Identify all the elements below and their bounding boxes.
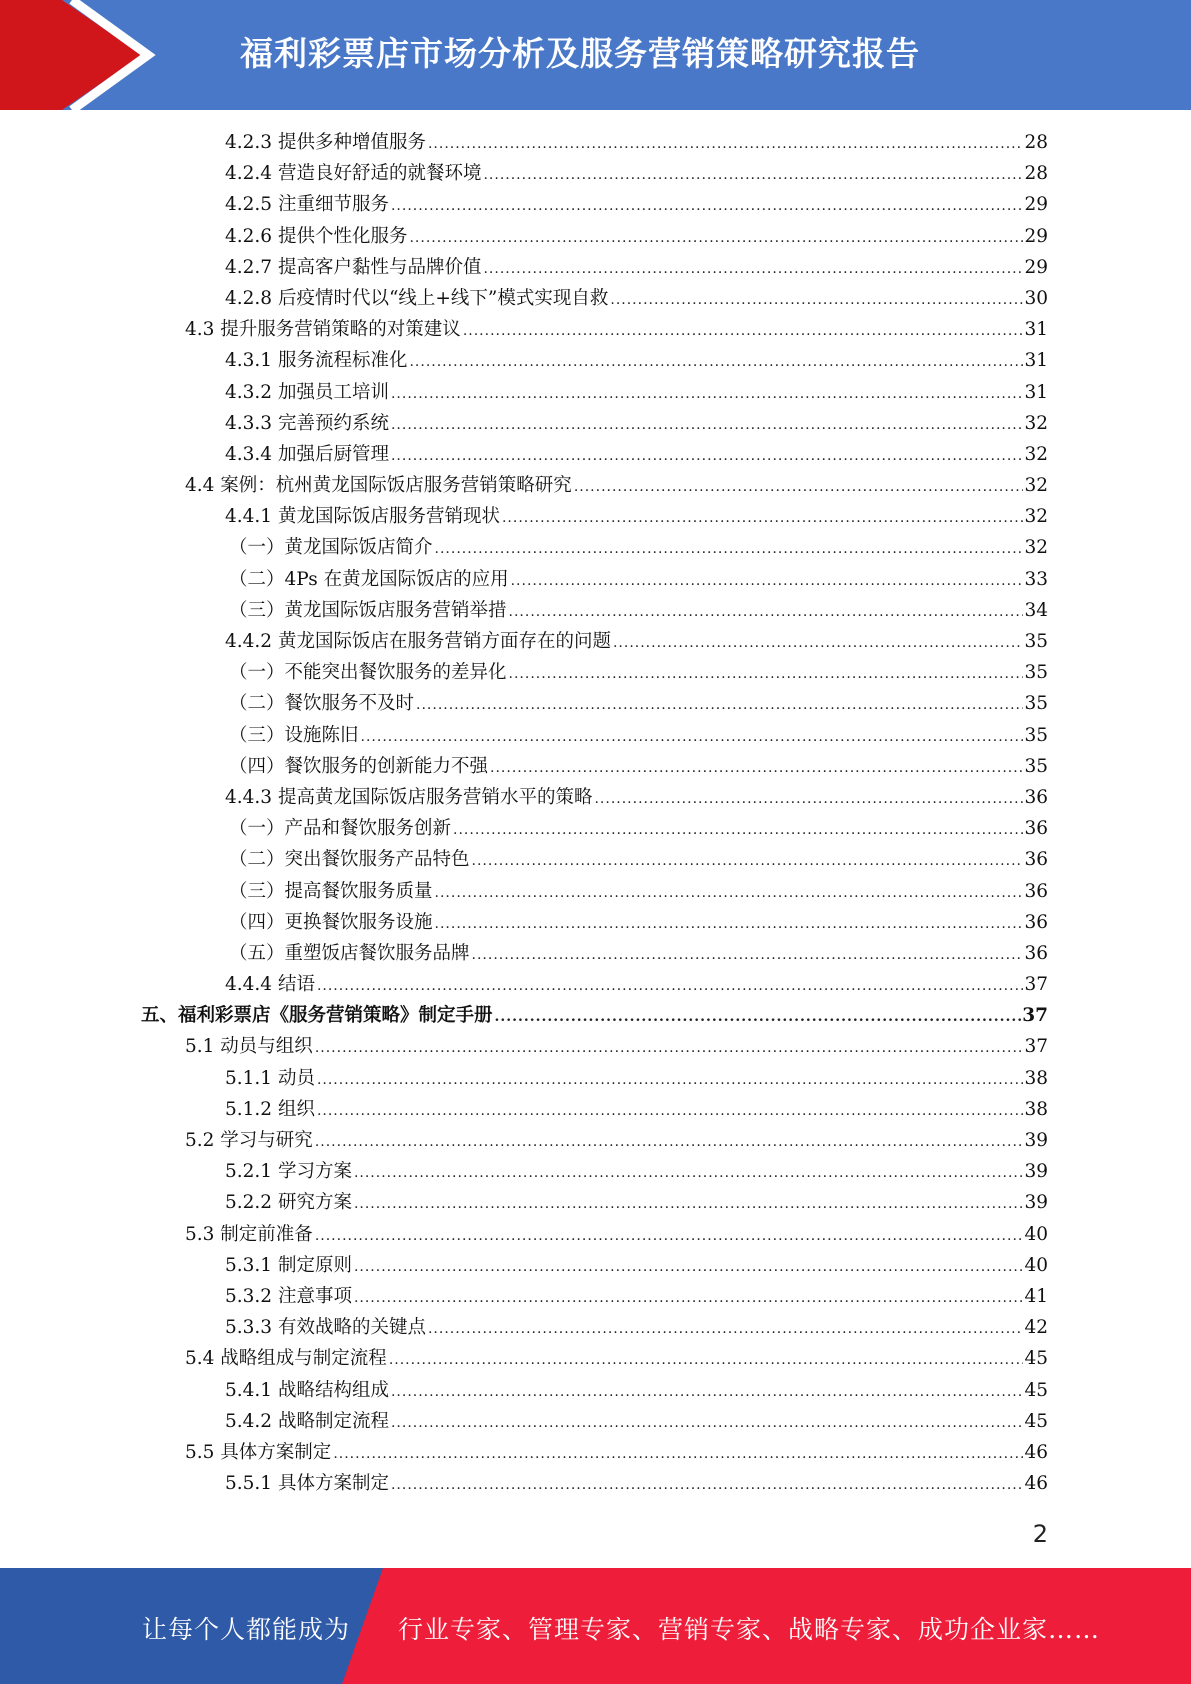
toc-leader-dots	[509, 659, 1024, 690]
toc-entry[interactable]	[0, 1406, 1191, 1437]
toc-entry-label: （二）4Ps 在黄龙国际饭店的应用	[229, 568, 509, 590]
toc-entry[interactable]	[0, 1437, 1191, 1468]
toc-entry[interactable]	[0, 532, 1191, 563]
toc-entry[interactable]	[0, 1250, 1191, 1281]
toc-entry-label: 4.2.3 提供多种增值服务	[225, 132, 426, 153]
toc-entry-label: 4.2.8 后疫情时代以“线上+线下”模式实现自救	[225, 287, 609, 309]
toc-leader-dots	[472, 846, 1024, 877]
toc-entry[interactable]	[0, 1468, 1191, 1499]
toc-leader-dots	[594, 784, 1023, 815]
toc-entry-page: 35	[1024, 724, 1048, 746]
toc-leader-dots	[391, 1470, 1023, 1501]
toc-entry-page: 39	[1024, 1161, 1048, 1183]
toc-entry-page: 46	[1024, 1441, 1048, 1463]
toc-entry-page: 45	[1024, 1379, 1048, 1401]
toc-entry-page: 36	[1024, 911, 1048, 933]
toc-entry-label: 5.1 动员与组织	[185, 1036, 313, 1058]
toc-entry[interactable]	[0, 813, 1191, 844]
toc-entry-page: 39	[1024, 1130, 1048, 1151]
toc-entry-page: 32	[1024, 506, 1048, 528]
toc-entry[interactable]	[0, 688, 1191, 719]
toc-entry[interactable]	[0, 377, 1191, 408]
toc-entry-page: 36	[1024, 786, 1048, 808]
toc-entry[interactable]	[0, 470, 1191, 501]
toc-leader-dots	[354, 1252, 1024, 1283]
toc-entry-label: 五、福利彩票店《服务营销策略》制定手册	[141, 1005, 493, 1027]
toc-entry-label: （一）不能突出餐饮服务的差异化	[229, 662, 507, 684]
toc-leader-dots	[409, 347, 1023, 378]
toc-leader-dots	[463, 316, 1024, 347]
toc-entry[interactable]	[0, 252, 1191, 283]
toc-leader-dots	[409, 223, 1023, 254]
toc-leader-dots	[391, 410, 1023, 441]
toc-leader-dots	[490, 753, 1023, 784]
toc-leader-dots	[317, 1065, 1024, 1096]
toc-entry-page: 46	[1024, 1473, 1048, 1495]
toc-entry-label: （四）餐饮服务的创新能力不强	[229, 755, 489, 777]
toc-leader-dots	[483, 254, 1023, 285]
toc-leader-dots	[502, 503, 1023, 534]
toc-entry-label: 5.4.2 战略制定流程	[225, 1410, 389, 1432]
toc-entry-label: （二）餐饮服务不及时	[229, 693, 415, 715]
toc-entry-page: 31	[1024, 350, 1048, 372]
toc-entry-label: 5.2 学习与研究	[185, 1130, 313, 1151]
toc-entry-label: 5.2.2 研究方案	[225, 1192, 352, 1214]
toc-leader-dots	[354, 1283, 1024, 1314]
toc-entry-label: （三）黄龙国际饭店服务营销举措	[229, 599, 507, 621]
toc-entry-page: 29	[1024, 194, 1048, 216]
toc-entry-label: 5.3 制定前准备	[185, 1223, 313, 1245]
page-header	[0, 0, 1191, 110]
toc-entry[interactable]	[0, 1063, 1191, 1094]
toc-leader-dots	[435, 909, 1024, 940]
page-number: 2	[1032, 1520, 1048, 1548]
toc-leader-dots	[315, 1127, 1024, 1158]
toc-entry-label: 4.4.1 黄龙国际饭店服务营销现状	[225, 506, 500, 528]
toc-entry-page: 36	[1024, 849, 1048, 871]
toc-leader-dots	[610, 285, 1023, 316]
toc-entry[interactable]	[0, 1343, 1191, 1374]
toc-entry-page: 38	[1024, 1098, 1048, 1120]
toc-entry-page: 30	[1024, 287, 1048, 309]
toc-entry-label: （一）产品和餐饮服务创新	[229, 818, 452, 840]
toc-entry-label: 5.1.2 组织	[225, 1098, 315, 1120]
footer-slogan-right: 行业专家、管理专家、营销专家、战略专家、成功企业家……	[398, 1615, 1101, 1644]
toc-entry[interactable]	[0, 782, 1191, 813]
toc-entry-page: 31	[1024, 319, 1048, 341]
toc-leader-dots	[333, 1439, 1023, 1470]
toc-entry-label: 4.3.3 完善预约系统	[225, 412, 389, 434]
toc-entry-label: 5.2.1 学习方案	[225, 1161, 352, 1183]
toc-entry-page: 35	[1024, 755, 1048, 777]
toc-leader-dots	[354, 1158, 1024, 1189]
toc-entry[interactable]	[0, 876, 1191, 907]
footer-slogan-left: 让每个人都能成为	[142, 1615, 351, 1644]
toc-entry[interactable]	[0, 501, 1191, 532]
toc-entry-label: 5.5 具体方案制定	[185, 1441, 332, 1463]
toc-entry[interactable]	[0, 626, 1191, 657]
toc-entry-label: 5.1.1 动员	[225, 1067, 315, 1089]
toc-leader-dots	[613, 628, 1023, 659]
toc-entry-page: 41	[1024, 1285, 1048, 1307]
toc-entry[interactable]	[0, 1219, 1191, 1250]
toc-leader-dots	[354, 1189, 1024, 1220]
toc-entry-page: 45	[1024, 1410, 1048, 1432]
toc-entry-label: 5.5.1 具体方案制定	[225, 1473, 389, 1495]
toc-entry-page: 28	[1024, 163, 1048, 185]
toc-leader-dots	[483, 160, 1023, 191]
toc-leader-dots	[389, 1345, 1024, 1376]
toc-leader-dots	[315, 1033, 1024, 1064]
toc-entry[interactable]	[0, 1094, 1191, 1125]
toc-entry-page: 42	[1024, 1317, 1048, 1339]
toc-leader-dots	[416, 690, 1023, 721]
toc-entry[interactable]	[0, 1187, 1191, 1218]
toc-entry[interactable]	[0, 1000, 1191, 1031]
toc-entry-label: 4.2.6 提供个性化服务	[225, 225, 408, 247]
toc-entry-page: 31	[1024, 381, 1048, 403]
toc-leader-dots	[435, 534, 1024, 565]
toc-entry[interactable]	[0, 439, 1191, 470]
toc-entry-label: 5.3.3 有效战略的关键点	[225, 1317, 426, 1339]
toc-entry-page: 36	[1024, 880, 1048, 902]
toc-leader-dots	[511, 566, 1024, 597]
toc-entry-page: 33	[1024, 568, 1048, 590]
toc-entry-label: 4.2.4 营造良好舒适的就餐环境	[225, 163, 482, 185]
toc-entry[interactable]	[0, 314, 1191, 345]
toc-entry-page: 37	[1024, 1036, 1048, 1058]
toc-leader-dots	[428, 1314, 1023, 1345]
toc-entry-page: 36	[1024, 818, 1048, 840]
toc-entry-page: 36	[1024, 942, 1048, 964]
toc-leader-dots	[391, 1408, 1023, 1439]
toc-entry-page: 37	[1024, 974, 1048, 996]
toc-entry[interactable]	[0, 564, 1191, 595]
toc-leader-dots	[315, 1221, 1024, 1252]
toc-entry-label: 5.4.1 战略结构组成	[225, 1379, 389, 1401]
toc-entry-label: 5.4 战略组成与制定流程	[185, 1348, 387, 1370]
toc-entry-page: 32	[1024, 475, 1048, 497]
toc-leader-dots	[435, 878, 1024, 909]
toc-entry-page: 35	[1024, 662, 1048, 684]
toc-entry-label: 4.4.3 提高黄龙国际饭店服务营销水平的策略	[225, 786, 593, 808]
toc-entry-label: （三）设施陈旧	[229, 724, 359, 746]
page-footer	[0, 1568, 1191, 1684]
toc-entry[interactable]	[0, 1156, 1191, 1187]
toc-entry-label: 4.3.2 加强员工培训	[225, 381, 389, 403]
toc-entry-page: 28	[1024, 132, 1048, 153]
toc-entry[interactable]	[0, 345, 1191, 376]
toc-entry-label: 4.2.7 提高客户黏性与品牌价值	[225, 256, 482, 278]
toc-entry-page: 40	[1024, 1223, 1048, 1245]
toc-entry[interactable]	[0, 938, 1191, 969]
toc-leader-dots	[453, 815, 1023, 846]
toc-entry-label: 5.3.1 制定原则	[225, 1254, 352, 1276]
toc-entry-page: 29	[1024, 225, 1048, 247]
report-title: 福利彩票店市场分析及服务营销策略研究报告	[240, 34, 920, 73]
toc-entry[interactable]	[0, 720, 1191, 751]
toc-entry-label: 4.3.1 服务流程标准化	[225, 350, 408, 372]
toc-leader-dots	[574, 472, 1024, 503]
toc-entry[interactable]	[0, 158, 1191, 189]
toc-entry-page: 40	[1024, 1254, 1048, 1276]
toc-entry-label: 4.2.5 注重细节服务	[225, 194, 389, 216]
toc-entry-label: 4.4.2 黄龙国际饭店在服务营销方面存在的问题	[225, 631, 611, 652]
toc-entry-label: （四）更换餐饮服务设施	[229, 911, 433, 933]
toc-entry-page: 34	[1024, 599, 1048, 621]
toc-entry[interactable]	[0, 751, 1191, 782]
toc-entry[interactable]	[0, 1312, 1191, 1343]
toc-entry[interactable]	[0, 1281, 1191, 1312]
toc-leader-dots	[509, 597, 1024, 628]
toc-leader-dots	[317, 971, 1024, 1002]
toc-leader-dots	[428, 129, 1023, 160]
toc-entry-page: 35	[1024, 693, 1048, 715]
toc-entry[interactable]	[0, 1031, 1191, 1062]
toc-leader-dots	[361, 722, 1024, 753]
toc-entry-label: 4.3 提升服务营销策略的对策建议	[185, 319, 461, 341]
toc-entry[interactable]	[0, 221, 1191, 252]
toc-leader-dots	[472, 940, 1024, 971]
toc-leader-dots	[317, 1096, 1024, 1127]
toc-entry-page: 35	[1024, 631, 1048, 652]
toc-entry[interactable]	[0, 907, 1191, 938]
toc-entry-page: 32	[1024, 443, 1048, 465]
toc-entry-label: （三）提高餐饮服务质量	[229, 880, 433, 902]
toc-entry[interactable]	[0, 1125, 1191, 1156]
toc-entry-label: 4.4 案例：杭州黄龙国际饭店服务营销策略研究	[185, 475, 572, 497]
toc-entry-label: （二）突出餐饮服务产品特色	[229, 849, 470, 871]
toc-entry-page: 37	[1022, 1005, 1048, 1027]
toc-leader-dots	[391, 441, 1023, 472]
toc-entry[interactable]	[0, 657, 1191, 688]
toc-entry-label: （五）重塑饭店餐饮服务品牌	[229, 942, 470, 964]
toc-entry[interactable]	[0, 189, 1191, 220]
toc-leader-dots	[495, 1002, 1022, 1033]
toc-entry[interactable]	[0, 844, 1191, 875]
toc-leader-dots	[391, 379, 1023, 410]
toc-entry-page: 45	[1024, 1348, 1048, 1370]
toc-entry-label: 5.3.2 注意事项	[225, 1285, 352, 1307]
toc-entry-page: 38	[1024, 1067, 1048, 1089]
toc-entry[interactable]	[0, 969, 1191, 1000]
toc-entry-label: （一）黄龙国际饭店简介	[229, 537, 433, 559]
toc-entry-page: 32	[1024, 412, 1048, 434]
toc-entry[interactable]	[0, 1375, 1191, 1406]
toc-entry[interactable]	[0, 408, 1191, 439]
toc-leader-dots	[391, 1377, 1023, 1408]
toc-entry-label: 4.3.4 加强后厨管理	[225, 443, 389, 465]
toc-entry[interactable]	[0, 283, 1191, 314]
toc-leader-dots	[391, 191, 1023, 222]
toc-entry-page: 39	[1024, 1192, 1048, 1214]
toc-entry-label: 4.4.4 结语	[225, 974, 315, 996]
toc-entry[interactable]	[0, 127, 1191, 158]
toc-entry[interactable]	[0, 595, 1191, 626]
table-of-contents	[0, 127, 1191, 1499]
toc-entry-page: 29	[1024, 256, 1048, 278]
toc-entry-page: 32	[1024, 537, 1048, 559]
